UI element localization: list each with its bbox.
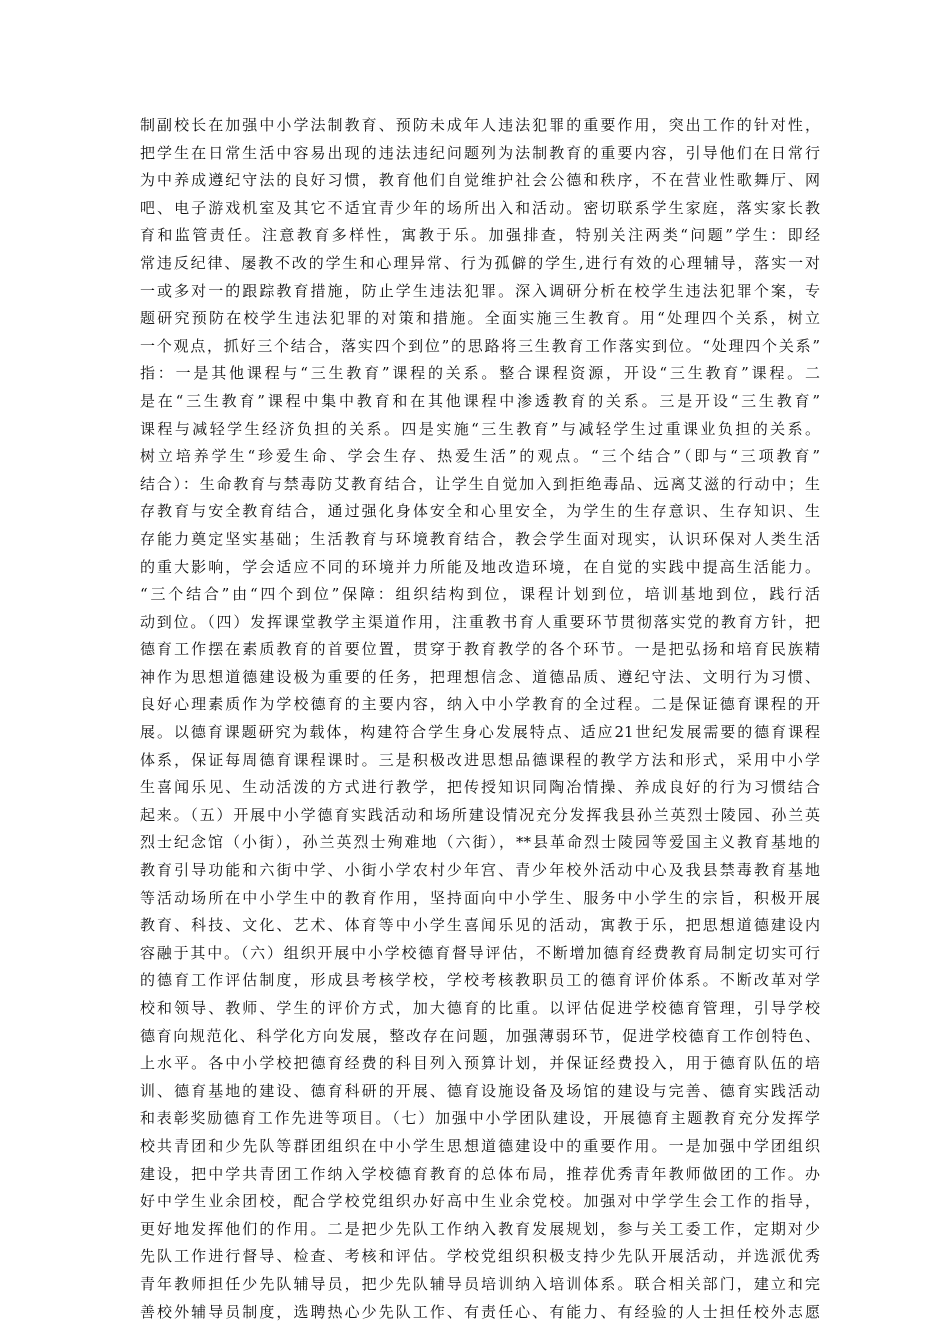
text-line: 教育引导功能和六街中学、小街小学农村少年宫、青少年校外活动中心及我县禁毒教育基地 <box>140 861 820 880</box>
text-line: 把学生在日常生活中容易出现的违法违纪问题列为法制教育的重要内容，引导他们在日常行 <box>140 143 820 162</box>
text-line: 课程与减轻学生经济负担的关系。四是实施“三生教育”与减轻学生过重课业负担的关系。 <box>140 419 820 438</box>
text-line: 校和领导、教师、学生的评价方式，加大德育的比重。以评估促进学校德育管理，引导学校 <box>140 999 820 1017</box>
text-line: 更好地发挥他们的作用。二是把少先队工作纳入教育发展规划，参与关工委工作，定期对少 <box>140 1219 820 1238</box>
text-line: 校共青团和少先队等群团组织在中小学生思想道德建设中的重要作用。一是加强中学团组织 <box>140 1136 820 1155</box>
text-line: 神作为思想道德建设极为重要的任务，把理想信念、道德品质、遵纪守法、文明行为习惯、 <box>140 667 820 686</box>
text-line: 动到位。（四）发挥课堂教学主渠道作用，注重教书育人重要环节贯彻落实党的教育方针，把 <box>140 612 820 631</box>
text-line: 一或多对一的跟踪教育措施，防止学生违法犯罪。深入调研分析在校学生违法犯罪个案，专 <box>140 281 820 300</box>
text-line: 展。以德育课题研究为载体，构建符合学生身心发展特点、适应21世纪发展需要的德育课程 <box>140 723 820 742</box>
text-line: 存教育与安全教育结合，通过强化身体安全和心里安全，为学生的生存意识、生存知识、生 <box>140 502 820 521</box>
text-line: 的德育工作评估制度，形成县考核学校，学校考核教职员工的德育评价体系。不断改革对学 <box>140 971 820 990</box>
text-line: 的重大影响，学会适应不同的环境并力所能及地改造环境，在自觉的实践中提高生活能力。 <box>140 557 820 576</box>
text-line: 体系，保证每周德育课程课时。三是积极改进思想品德课程的教学方法和形式，采用中小学 <box>140 750 820 769</box>
body-text <box>140 112 820 1326</box>
text-line: 指：一是其他课程与“三生教育”课程的关系。整合课程资源，开设“三生教育”课程。二 <box>140 364 820 383</box>
text-line: 和表彰奖励德育工作先进等项目。（七）加强中小学团队建设，开展德育主题教育充分发挥学 <box>140 1109 820 1128</box>
text-line: 生喜闻乐见、生动活泼的方式进行教学，把传授知识同陶冶情操、养成良好的行为习惯结合 <box>140 778 820 797</box>
text-line: 常违反纪律、屡教不改的学生和心理异常、行为孤僻的学生,进行有效的心理辅导，落实一对 <box>140 253 820 272</box>
text-line: 先队工作进行督导、检查、考核和评估。学校党组织积极支持少先队开展活动，并选派优秀 <box>140 1247 820 1266</box>
text-line: 结合）：生命教育与禁毒防艾教育结合，让学生自觉加入到拒绝毒品、远离艾滋的行动中；生 <box>140 474 820 493</box>
text-line: 教育、科技、文化、艺术、体育等中小学生喜闻乐见的活动，寓教于乐，把思想道德建设内 <box>140 916 820 935</box>
text-line: 善校外辅导员制度，选聘热心少先队工作、有责任心、有能力、有经验的人士担任校外志愿 <box>140 1302 820 1321</box>
text-line: 好中学生业余团校，配合学校党组织办好高中生业余党校。加强对中学学生会工作的指导， <box>140 1192 820 1211</box>
text-line: 训、德育基地的建设、德育科研的开展、德育设施设备及场馆的建设与完善、德育实践活动 <box>140 1081 820 1100</box>
text-line: 等活动场所在中小学生中的教育作用，坚持面向中小学生、服务中小学生的宗旨，积极开展 <box>140 888 820 907</box>
text-line: 上水平。各中小学校把德育经费的科目列入预算计划，并保证经费投入，用于德育队伍的培 <box>140 1054 820 1073</box>
text-line: 青年教师担任少先队辅导员，把少先队辅导员培训纳入培训体系。联合相关部门，建立和完 <box>140 1274 820 1293</box>
text-line: 存能力奠定坚实基础；生活教育与环境教育结合，教会学生面对现实，认识环保对人类生活 <box>140 529 820 548</box>
text-line: 树立培养学生“珍爱生命、学会生存、热爱生活”的观点。“三个结合”（即与“三项教育” <box>140 447 820 466</box>
text-line: 良好心理素质作为学校德育的主要内容，纳入中小学教育的全过程。二是保证德育课程的开 <box>140 695 820 714</box>
text-line: “三个结合”由“四个到位”保障：组织结构到位，课程计划到位，培训基地到位，践行活 <box>140 585 820 604</box>
text-line: 一个观点，抓好三个结合，落实四个到位”的思路将三生教育工作落实到位。“处理四个关系” <box>140 336 820 355</box>
text-line: 为中养成遵纪守法的良好习惯，教育他们自觉维护社会公德和秩序，不在营业性歌舞厅、网 <box>140 171 820 190</box>
text-line: 烈士纪念馆（小街），孙兰英烈士殉难地（六街），**县革命烈士陵园等爱国主义教育基地的 <box>140 833 820 852</box>
text-line: 吧、电子游戏机室及其它不适宜青少年的场所出入和活动。密切联系学生家庭，落实家长教 <box>140 198 820 217</box>
text-line: 题研究预防在校学生违法犯罪的对策和措施。全面实施三生教育。用“处理四个关系，树立 <box>140 309 820 328</box>
text-line: 德育工作摆在素质教育的首要位置，贯穿于教育教学的各个环节。一是把弘扬和培育民族精 <box>140 640 820 659</box>
text-line: 建设，把中学共青团工作纳入学校德育教育的总体布局，推荐优秀青年教师做团的工作。办 <box>140 1164 820 1183</box>
text-line: 制副校长在加强中小学法制教育、预防未成年人违法犯罪的重要作用，突出工作的针对性， <box>140 116 820 134</box>
text-line: 起来。（五）开展中小学德育实践活动和场所建设情况充分发挥我县孙兰英烈士陵园、孙兰英 <box>140 805 820 824</box>
text-line: 是在“三生教育”课程中集中教育和在其他课程中渗透教育的关系。三是开设“三生教育” <box>140 391 820 410</box>
text-line: 德育向规范化、科学化方向发展，整改存在问题，加强薄弱环节，促进学校德育工作创特色、 <box>140 1026 820 1045</box>
text-line: 育和监管责任。注意教育多样性，寓教于乐。加强排查，特别关注两类“问题”学生：即经 <box>140 226 820 245</box>
text-line: 容融于其中。（六）组织开展中小学校德育督导评估，不断增加德育经费教育局制定切实可行 <box>140 943 820 962</box>
